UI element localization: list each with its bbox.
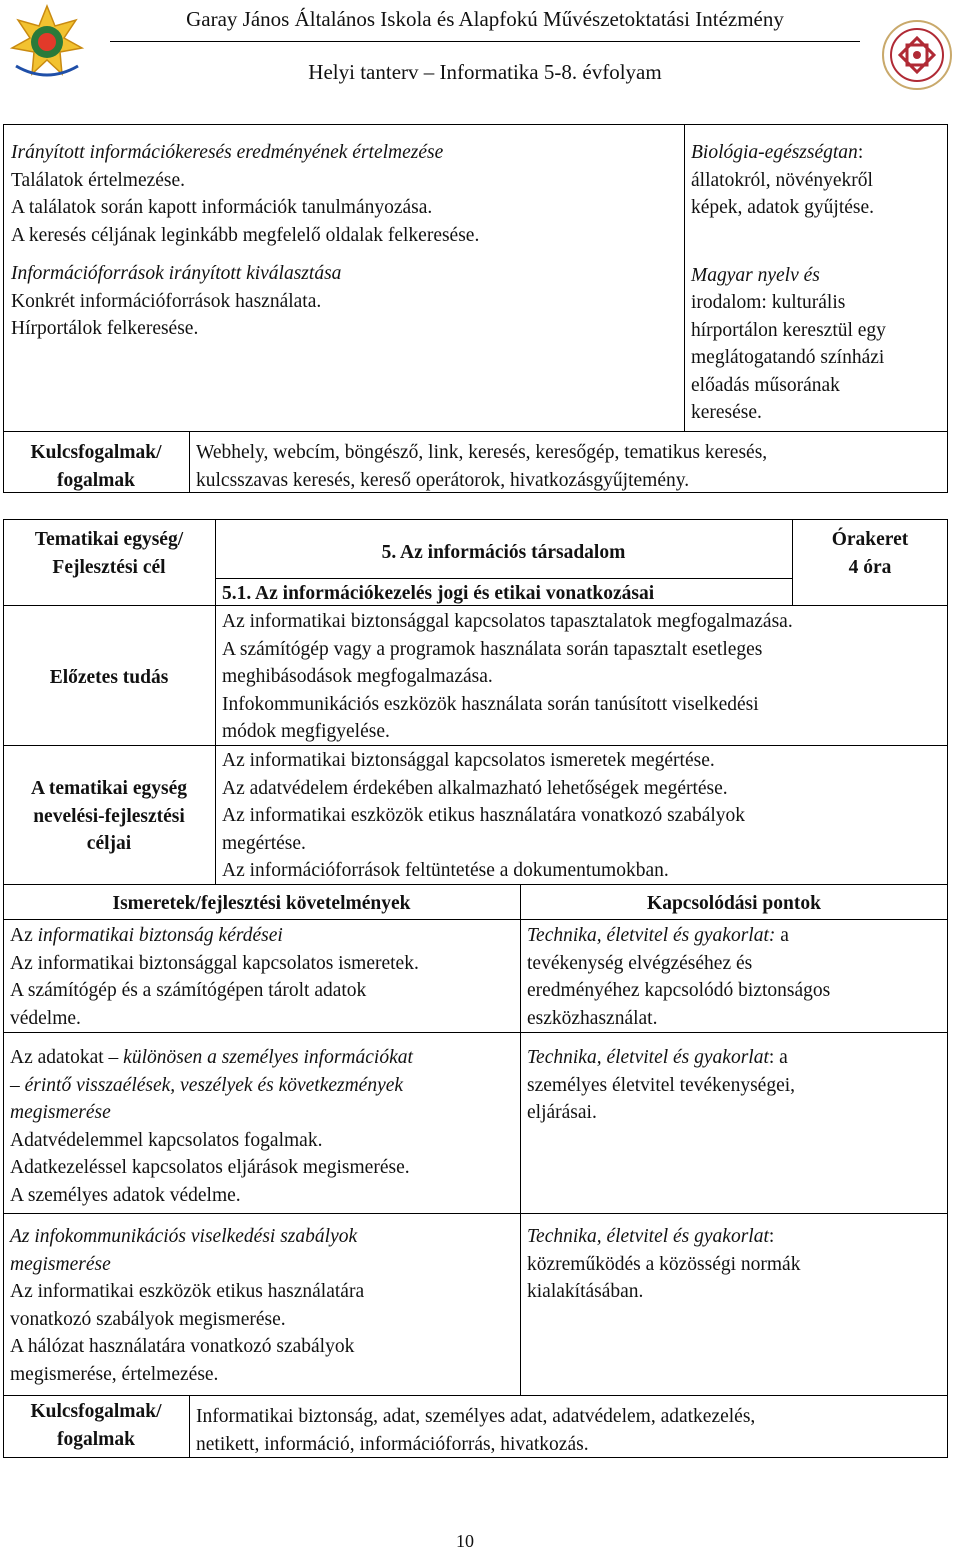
topic-line: Konkrét információforrások használata. [11, 290, 322, 312]
unit-title: 5. Az információs társadalom [381, 542, 626, 563]
school-logo-right [880, 18, 954, 92]
connections-column-header: Kapcsolódási pontok [647, 893, 821, 914]
goals-label: A tematikai egység nevelési-fejlesztési céljai [31, 778, 187, 854]
key-concepts-text: Webhely, webcím, böngésző, link, keresés, keresőgép, tematikus keresés, kulcsszavas keresés, kereső operátorok, hivatkozásgyűjtemény. [196, 442, 768, 491]
requirement-title: Az infokommunikációs viselkedési szabályok [10, 1226, 358, 1247]
connection-line: keresése. [691, 402, 762, 423]
key-concepts-label: Kulcsfogalmak/ fogalmak [30, 1401, 162, 1450]
key-concepts-label: Kulcsfogalmak/ fogalmak [30, 442, 162, 491]
topic-line: A keresés céljának leginkább megfelelő oldalak felkeresése. [11, 224, 480, 246]
requirements-column-header: Ismeretek/fejlesztési követelmények [112, 893, 411, 914]
hours-box: Órakeret 4 óra [831, 529, 909, 578]
connections-cell: Biológia-egészségtan: állatokról, növényekről képek, adatok gyűjtése. Magyar nyelv és irodalom: kulturális hírportálon keresztül egy meglátogatandó színházi előadás műsorának keresése. [684, 136, 948, 430]
header-rule [110, 41, 860, 42]
connection-line: állatokról, növényekről [691, 169, 873, 191]
school-name: Garay János Általános Iskola és Alapfokú Művészetoktatási Intézmény [186, 7, 784, 31]
subunit-title: 5.1. Az információkezelés jogi és etikai vonatkozásai [222, 583, 655, 604]
topic-line: Találatok értelmezése. [11, 169, 186, 191]
prior-knowledge-label: Előzetes tudás [49, 667, 169, 688]
subject-name: Magyar nyelv és [691, 264, 820, 286]
subject-name: Technika, életvitel és gyakorlat [527, 1226, 769, 1247]
topic-title: Információforrások irányított kiválasztása [11, 263, 342, 284]
connections-cell: Technika, életvitel és gyakorlat: a személyes életvitel tevékenységei, eljárásai. [527, 1047, 796, 1123]
requirements-cell: Az infokommunikációs viselkedési szabályok megismerése Az informatikai eszközök etikus használatára vonatkozó szabályok megismerése. A hálózat használatára vonatkozó szabályok megismerése, értelmezése. [3, 1220, 520, 1391]
key-concepts-text: Informatikai biztonság, adat, személyes adat, adatvédelem, adatkezelés, netikett, információ, információforrás, hivatkozás. [196, 1406, 756, 1455]
subject-name: irodalom [691, 292, 762, 313]
connection-line: előadás műsorának [691, 374, 840, 396]
topic-cell-left [4, 136, 684, 346]
connections-cell: Technika, életvitel és gyakorlat: a tevékenység elvégzéséhez és eredményéhez kapcsolódó biztonságos eszközhasználat. [527, 925, 831, 1029]
school-logo-left [8, 4, 86, 80]
prior-knowledge-text: Az informatikai biztonsággal kapcsolatos tapasztalatok megfogalmazása. A számítógép vagy a programok használata során tapasztalt esetleges meghibásodások megfogalmazása. Infokommunikációs eszközök használata során tanúsított viselkedési módok megfigyelése. [222, 611, 793, 742]
document-subtitle: Helyi tanterv – Informatika 5-8. évfolyam [308, 60, 662, 84]
requirement-title: informatikai biztonság kérdései [37, 925, 283, 946]
subject-name: Technika, életvitel és gyakorlat: [527, 925, 776, 946]
goals-text: Az informatikai biztonsággal kapcsolatos ismeretek megértése. Az adatvédelem érdekében alkalmazható lehetőségek megértése. Az informatikai eszközök etikus használatára vonatkozó szabályok megértése. Az információforrások feltüntetése a dokumentumokban. [222, 750, 746, 881]
subject-name: Technika, életvitel és gyakorlat [527, 1047, 769, 1068]
requirements-cell: Az adatokat – különösen a személyes információkat – érintő visszaélések, veszélyek és következmények megismerése Adatvédelemmel kapcsolatos fogalmak. Adatkezeléssel kapcsolatos eljárások megismerése. A személyes adatok védelme. [10, 1047, 413, 1206]
connection-line: képek, adatok gyűjtése. [691, 197, 875, 218]
topic-line: Hírportálok felkeresése. [11, 318, 199, 339]
requirements-cell: Az informatikai biztonság kérdései Az informatikai biztonsággal kapcsolatos ismeretek. A számítógép és a számítógépen tárolt adatok védelme. [10, 925, 419, 1029]
requirement-title: különösen a személyes információkat [123, 1047, 413, 1068]
connection-line: meglátogatandó színházi [691, 347, 885, 368]
subject-name: Biológia-egészségtan [691, 142, 858, 163]
topic-title: Irányított információkeresés eredményének értelmezése [11, 142, 444, 163]
topic-line: A találatok során kapott információk tanulmányozása. [11, 197, 433, 218]
connections-cell: Technika, életvitel és gyakorlat: közreműködés a közösségi normák kialakításában. [527, 1226, 801, 1302]
page-number: 10 [456, 1531, 474, 1551]
connection-line: hírportálon keresztül egy [691, 319, 886, 341]
unit-label: Tematikai egység/ Fejlesztési cél [34, 529, 184, 578]
